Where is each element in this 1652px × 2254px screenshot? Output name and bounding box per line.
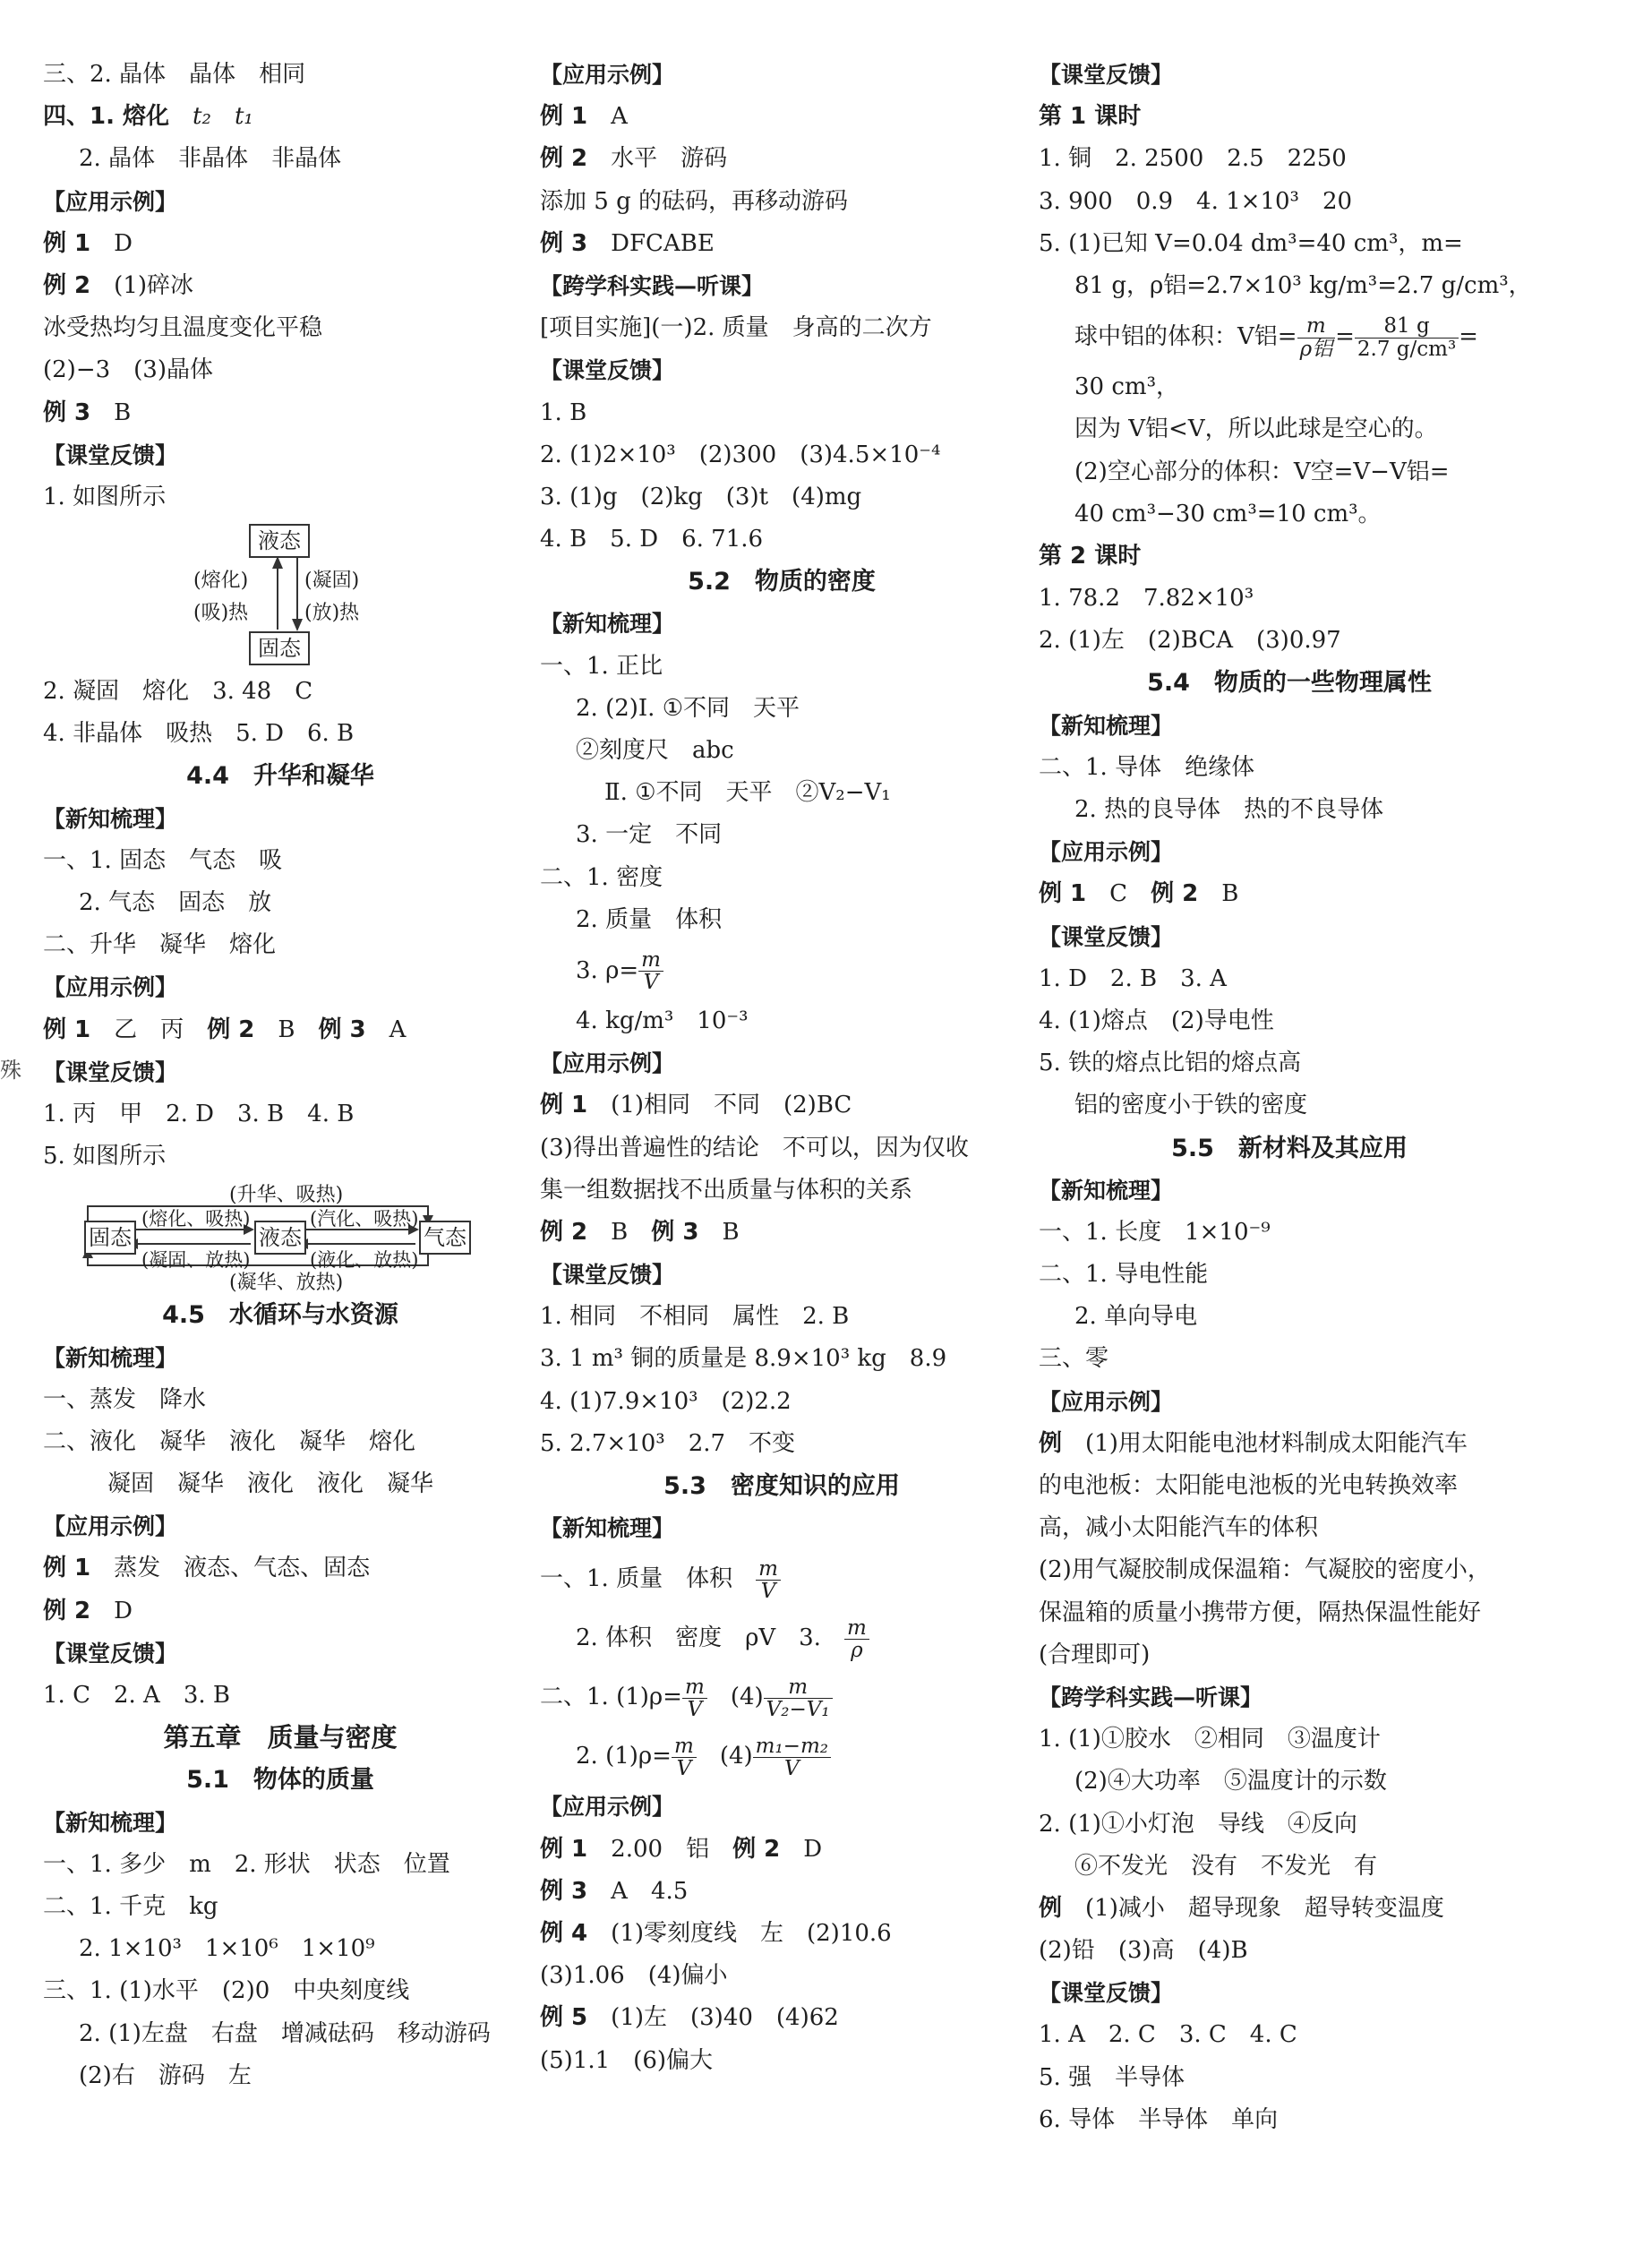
line: 2. (2)Ⅰ. ①不同 天平 xyxy=(576,694,800,722)
example-answer: 水平 游码 xyxy=(611,145,728,173)
example-label: 例 5 xyxy=(540,2004,588,2032)
line: 1. 丙 甲 2. D 3. B 4. B xyxy=(43,1100,355,1127)
example-answer: B xyxy=(114,399,132,426)
section-title: 5.4 物质的一些物理属性 xyxy=(1147,669,1432,698)
formula-prefix: 二、1. (1)ρ= xyxy=(540,1684,682,1711)
example-line xyxy=(540,223,1023,265)
section-heading: 【新知梳理】 xyxy=(1039,1177,1174,1204)
section-heading: 【课堂反馈】 xyxy=(1039,923,1174,950)
line: 二、液化 凝华 液化 凝华 熔化 xyxy=(43,1427,416,1455)
line: 一、蒸发 降水 xyxy=(43,1385,207,1413)
numerator: m xyxy=(764,1676,833,1699)
line: 2. 热的良导体 热的不良导体 xyxy=(1074,796,1384,823)
example-line xyxy=(43,1590,518,1633)
fraction xyxy=(844,1617,869,1661)
section-heading: 【新知梳理】 xyxy=(43,1809,178,1836)
state-box-solid: 固态 xyxy=(84,1221,136,1255)
section-heading: 【应用示例】 xyxy=(540,1794,675,1821)
example-line xyxy=(43,1547,518,1590)
example-answer: D xyxy=(114,229,133,257)
example-answer: A xyxy=(611,103,628,131)
state-box-gas: 气态 xyxy=(419,1221,471,1255)
line: (2)空心部分的体积：V空=V−V铝= xyxy=(1074,458,1450,485)
lesson-label: 第 1 课时 xyxy=(1039,103,1142,131)
section-heading: 【新知梳理】 xyxy=(43,1344,178,1371)
example-line xyxy=(1039,1423,1540,1465)
line: 5. 铁的熔点比铝的熔点高 xyxy=(1039,1050,1302,1077)
line: 二、1. 导体 绝缘体 xyxy=(1039,753,1255,781)
line: 1. B xyxy=(540,399,587,426)
example-answer: B xyxy=(1221,880,1239,908)
example-answer: 2.00 铝 xyxy=(611,1835,710,1863)
section-heading: 【课堂反馈】 xyxy=(540,357,675,384)
example-label: 例 2 xyxy=(540,1218,588,1246)
numerator: m xyxy=(756,1558,781,1581)
example-line xyxy=(540,1871,1023,1913)
line: 30 cm³， xyxy=(1074,373,1179,401)
line: 3. 900 0.9 4. 1×10³ 20 xyxy=(1039,187,1353,215)
line: 三、零 xyxy=(1039,1345,1109,1373)
formula-line xyxy=(540,941,1023,1000)
numerator: m xyxy=(844,1617,869,1640)
chapter-title: 第五章 质量与密度 xyxy=(163,1722,398,1753)
formula-prefix: 2. 体积 密度 ρV 3. xyxy=(576,1624,821,1652)
lesson-label: 第 2 课时 xyxy=(1039,542,1142,570)
section-heading: 【应用示例】 xyxy=(1039,839,1174,866)
section-heading: 【课堂反馈】 xyxy=(43,441,178,468)
section-heading: 【跨学科实践—听课】 xyxy=(540,272,765,299)
example-line xyxy=(1039,873,1540,915)
equals: = xyxy=(1335,323,1355,351)
line: (2)铅 (3)高 (4)B xyxy=(1039,1937,1248,1965)
phase-diagram-2 xyxy=(43,1178,518,1294)
example-label: 例 3 xyxy=(540,229,588,257)
example-answer: (1)用太阳能电池材料制成太阳能汽车 xyxy=(1085,1429,1468,1457)
example-line xyxy=(540,138,1023,180)
phase-diagram-1 xyxy=(43,519,518,671)
example-line xyxy=(43,392,518,434)
example-label: 例 1 xyxy=(540,103,588,131)
line: 4. kg/m³ 10⁻³ xyxy=(576,1007,749,1034)
example-answer: C xyxy=(1109,880,1128,908)
section-heading: 【课堂反馈】 xyxy=(1039,62,1174,88)
section-heading: 【课堂反馈】 xyxy=(43,1640,178,1667)
example-label: 例 1 xyxy=(43,229,91,257)
example-label: 例 1 xyxy=(540,1835,588,1863)
section-heading: 【应用示例】 xyxy=(43,1513,178,1540)
line xyxy=(43,96,518,138)
section-heading: 【应用示例】 xyxy=(1039,1388,1174,1415)
formula-prefix: 2. (1)ρ= xyxy=(576,1743,672,1770)
denominator: 2.7 g/cm³ xyxy=(1357,337,1457,361)
line: 2. 1×10³ 1×10⁶ 1×10⁹ xyxy=(79,1935,375,1963)
label-absorb: (吸)热 xyxy=(193,602,249,625)
line: 冰受热均匀且温度变化平稳 xyxy=(43,314,323,342)
example-label: 例 3 xyxy=(43,399,91,426)
example-line xyxy=(43,1009,518,1051)
line: 1. 相同 不相同 属性 2. B xyxy=(540,1303,850,1331)
line: 因为 V铝<V，所以此球是空心的。 xyxy=(1074,416,1438,443)
section-heading: 【课堂反馈】 xyxy=(1039,1980,1174,2007)
line: 一、1. 长度 1×10⁻⁹ xyxy=(1039,1218,1271,1246)
section-title: 4.4 升华和凝华 xyxy=(186,762,374,791)
section-title: 5.1 物体的质量 xyxy=(186,1766,374,1795)
example-label: 例 3 xyxy=(540,1877,588,1905)
column-2 xyxy=(540,54,1023,2082)
label-sublimation: (升华、吸热) xyxy=(229,1184,344,1207)
line: (2)用气凝胶制成保温箱：气凝胶的密度小， xyxy=(1039,1556,1491,1584)
example-label: 例 1 xyxy=(1039,880,1087,908)
example-label: 例 3 xyxy=(318,1016,366,1043)
line: 二、1. 导电性能 xyxy=(1039,1261,1209,1289)
line: (5)1.1 (6)偏大 xyxy=(540,2046,714,2074)
label-freeze-release: (凝固、放热) xyxy=(141,1249,251,1272)
label-release: (放)热 xyxy=(304,602,360,625)
line: 2. (1)①小灯泡 导线 ④反向 xyxy=(1039,1810,1357,1838)
line: 1. (1)①胶水 ②相同 ③温度计 xyxy=(1039,1726,1381,1753)
example-answer: (1)左 (3)40 (4)62 xyxy=(611,2004,839,2032)
line: 1. 78.2 7.82×10³ xyxy=(1039,585,1254,613)
section-heading: 【应用示例】 xyxy=(540,62,675,88)
line: 二、1. 密度 xyxy=(540,863,663,891)
label-melting: (熔化) xyxy=(193,570,249,593)
example-answer: B xyxy=(611,1218,629,1246)
denominator: ρ xyxy=(851,1638,863,1662)
example-label: 例 2 xyxy=(540,145,588,173)
line: 5. 强 半导体 xyxy=(1039,2063,1186,2091)
example-label: 例 xyxy=(1039,1429,1063,1457)
t2-symbol: t₂ xyxy=(193,103,211,131)
line: 4. (1)熔点 (2)导电性 xyxy=(1039,1007,1274,1034)
example-label: 例 2 xyxy=(43,1597,91,1624)
line: 三、1. (1)水平 (2)0 中央刻度线 xyxy=(43,1977,410,2005)
state-box-liquid: 液态 xyxy=(249,524,310,558)
label-freezing: (凝固) xyxy=(304,570,360,593)
example-line xyxy=(43,223,518,265)
fraction xyxy=(682,1676,707,1720)
line: 1. 铜 2. 2500 2.5 2250 xyxy=(1039,145,1347,173)
line: 一、1. 多少 m 2. 形状 状态 位置 xyxy=(43,1850,450,1878)
t1-symbol: t₁ xyxy=(234,103,253,131)
formula-prefix: 球中铝的体积：V铝= xyxy=(1074,323,1297,351)
example-label: 例 1 xyxy=(43,1555,91,1582)
line: 1. C 2. A 3. B xyxy=(43,1682,230,1709)
line: (2)④大功率 ⑤温度计的示数 xyxy=(1074,1768,1387,1795)
example-answer: A xyxy=(389,1016,407,1043)
section-title: 5.2 物质的密度 xyxy=(688,568,876,596)
line: ⑥不发光 没有 不发光 有 xyxy=(1074,1852,1378,1880)
label-melt-absorb: (熔化、吸热) xyxy=(141,1208,251,1230)
line: (2)−3 (3)晶体 xyxy=(43,356,213,384)
equals: = xyxy=(1459,323,1478,351)
phase-arrows xyxy=(43,519,518,671)
example-label: 例 2 xyxy=(43,271,91,299)
numerator: m xyxy=(638,949,663,972)
fraction xyxy=(638,949,663,993)
example-line xyxy=(1039,1888,1540,1930)
line: 凝固 凝华 液化 液化 凝华 xyxy=(107,1470,434,1498)
label-condense-release: (液化、放热) xyxy=(310,1249,419,1272)
line: 3. 1 m³ 铜的质量是 8.9×10³ kg 8.9 xyxy=(540,1345,947,1373)
formula-mid: (4) xyxy=(730,1684,764,1711)
line: 2. 凝固 熔化 3. 48 C xyxy=(43,678,313,706)
line: 2. (1)左盘 右盘 增减砝码 移动游码 xyxy=(79,2019,491,2047)
numerator: m xyxy=(682,1676,707,1699)
label-deposition: (凝华、放热) xyxy=(229,1272,344,1295)
section-title: 4.5 水循环与水资源 xyxy=(162,1301,398,1330)
example-label: 例 2 xyxy=(732,1835,781,1863)
example-answer: D xyxy=(114,1597,133,1624)
line: 1. 如图所示 xyxy=(43,483,167,510)
example-line xyxy=(540,96,1023,138)
denominator: V xyxy=(676,1756,692,1780)
denominator: V xyxy=(643,971,659,995)
line: 2. 晶体 非晶体 非晶体 xyxy=(79,145,342,173)
line: 1. D 2. B 3. A xyxy=(1039,964,1227,992)
line: [项目实施](一)2. 质量 身高的二次方 xyxy=(540,314,932,342)
line: (3)得出普遍性的结论 不可以，因为仅收 xyxy=(540,1134,969,1161)
formula-line xyxy=(540,1608,1023,1667)
line: 1. A 2. C 3. C 4. C xyxy=(1039,2021,1297,2049)
line: (3)1.06 (4)偏小 xyxy=(540,1962,728,1990)
line: Ⅱ. ①不同 天平 ②V₂−V₁ xyxy=(604,779,891,807)
denominator: ρ铝 xyxy=(1299,337,1333,361)
margin-char: 殊 xyxy=(0,1058,21,1083)
numerator: 81 g xyxy=(1355,315,1459,338)
line: 保温箱的质量小携带方便，隔热保温性能好 xyxy=(1039,1598,1482,1626)
line: 高，减小太阳能汽车的体积 xyxy=(1039,1514,1319,1542)
line: ②刻度尺 abc xyxy=(576,737,734,764)
line: 2. 质量 体积 xyxy=(576,905,723,933)
line: 一、1. 固态 气态 吸 xyxy=(43,846,283,874)
line: 2. 单向导电 xyxy=(1074,1303,1198,1331)
section-heading: 【应用示例】 xyxy=(43,188,178,215)
numerator: m₁−m₂ xyxy=(753,1735,831,1758)
example-line xyxy=(540,1084,1023,1127)
line: 2. (1)左 (2)BCA (3)0.97 xyxy=(1039,627,1341,655)
denominator: V₂−V₁ xyxy=(766,1697,830,1721)
line: 3. (1)g (2)kg (3)t (4)mg xyxy=(540,483,862,510)
line: 4. B 5. D 6. 71.6 xyxy=(540,526,764,553)
line-text: 四、1. 熔化 xyxy=(43,103,170,131)
example-label: 例 2 xyxy=(1151,880,1199,908)
example-label: 例 1 xyxy=(540,1092,588,1119)
example-answer: D xyxy=(803,1835,823,1863)
example-label: 例 2 xyxy=(207,1016,255,1043)
section-title: 5.3 密度知识的应用 xyxy=(663,1472,900,1500)
example-line xyxy=(540,1997,1023,2039)
formula-prefix: 一、1. 质量 体积 xyxy=(540,1565,733,1593)
line: 5. 如图所示 xyxy=(43,1143,167,1170)
line: 2. (1)2×10³ (2)300 (3)4.5×10⁻⁴ xyxy=(540,441,941,468)
example-answer: DFCABE xyxy=(611,229,715,257)
line: 集一组数据找不出质量与体积的关系 xyxy=(540,1176,913,1204)
example-answer: (1)相同 不同 (2)BC xyxy=(611,1092,852,1119)
formula-line xyxy=(540,1727,1023,1786)
line: 6. 导体 半导体 单向 xyxy=(1039,2105,1279,2133)
denominator: V xyxy=(760,1579,776,1603)
denominator: V xyxy=(784,1756,800,1780)
section-heading: 【新知梳理】 xyxy=(540,611,675,638)
fraction xyxy=(753,1735,831,1779)
fraction xyxy=(764,1676,833,1720)
line: 一、1. 正比 xyxy=(540,652,663,680)
column-1 xyxy=(43,54,518,2097)
example-line xyxy=(43,265,518,307)
line: 三、2. 晶体 晶体 相同 xyxy=(43,61,306,88)
section-heading: 【应用示例】 xyxy=(43,974,178,1001)
state-box-solid: 固态 xyxy=(249,631,310,665)
formula-line xyxy=(540,1549,1023,1608)
line: (合理即可) xyxy=(1039,1641,1151,1668)
example-label: 例 4 xyxy=(540,1919,588,1947)
section-heading: 【新知梳理】 xyxy=(43,805,178,832)
line: 铝的密度小于铁的密度 xyxy=(1074,1092,1308,1119)
label-vapor-absorb: (汽化、吸热) xyxy=(310,1208,419,1230)
line: 的电池板：太阳能电池板的光电转换效率 xyxy=(1039,1472,1459,1499)
fraction xyxy=(1355,315,1459,359)
section-heading: 【课堂反馈】 xyxy=(540,1262,675,1289)
example-label: 例 1 xyxy=(43,1016,91,1043)
formula-line xyxy=(1039,307,1540,366)
section-heading: 【跨学科实践—听课】 xyxy=(1039,1684,1263,1710)
section-heading: 【新知梳理】 xyxy=(1039,712,1174,739)
section-heading: 【课堂反馈】 xyxy=(43,1058,178,1085)
example-answer: B xyxy=(722,1218,740,1246)
fraction xyxy=(672,1735,697,1779)
example-answer: (1)减小 超导现象 超导转变温度 xyxy=(1085,1894,1444,1922)
fraction xyxy=(1297,315,1336,359)
numerator: m xyxy=(672,1735,697,1758)
line: 4. (1)7.9×10³ (2)2.2 xyxy=(540,1387,792,1415)
example-line xyxy=(540,1212,1023,1254)
example-answer: (1)碎冰 xyxy=(114,271,194,299)
column-3 xyxy=(1039,54,1540,2141)
line: 二、1. 千克 kg xyxy=(43,1892,218,1920)
state-box-liquid: 液态 xyxy=(254,1221,306,1255)
example-label: 例 xyxy=(1039,1894,1063,1922)
formula-line xyxy=(540,1667,1023,1727)
line: 3. 一定 不同 xyxy=(576,821,723,849)
line: 二、升华 凝华 熔化 xyxy=(43,931,277,959)
line: 添加 5 g 的砝码，再移动游码 xyxy=(540,187,848,215)
line: 81 g，ρ铝=2.7×10³ kg/m³=2.7 g/cm³， xyxy=(1074,271,1532,299)
fraction xyxy=(756,1558,781,1602)
line: 2. 气态 固态 放 xyxy=(79,889,272,916)
formula-mid: (4) xyxy=(719,1743,753,1770)
line: 4. 非晶体 吸热 5. D 6. B xyxy=(43,720,355,748)
line: 5. 2.7×10³ 2.7 不变 xyxy=(540,1429,796,1457)
example-answer: 乙 丙 xyxy=(114,1016,184,1043)
section-heading: 【应用示例】 xyxy=(540,1050,675,1077)
section-heading: 【新知梳理】 xyxy=(540,1515,675,1542)
denominator: V xyxy=(687,1697,703,1721)
example-answer: 蒸发 液态、气态、固态 xyxy=(114,1555,371,1582)
example-line xyxy=(540,1829,1023,1871)
example-answer: (1)零刻度线 左 (2)10.6 xyxy=(611,1919,892,1947)
example-label: 例 3 xyxy=(651,1218,699,1246)
line: (2)右 游码 左 xyxy=(79,2061,252,2089)
example-line xyxy=(540,1913,1023,1955)
formula-prefix: 3. ρ= xyxy=(576,956,639,984)
example-answer: A 4.5 xyxy=(611,1877,689,1905)
line: 40 cm³−30 cm³=10 cm³。 xyxy=(1074,500,1382,527)
example-answer: B xyxy=(278,1016,295,1043)
line: 5. (1)已知 V=0.04 dm³=40 cm³，m= xyxy=(1039,229,1463,257)
section-title: 5.5 新材料及其应用 xyxy=(1171,1134,1408,1162)
numerator: m xyxy=(1297,315,1336,338)
